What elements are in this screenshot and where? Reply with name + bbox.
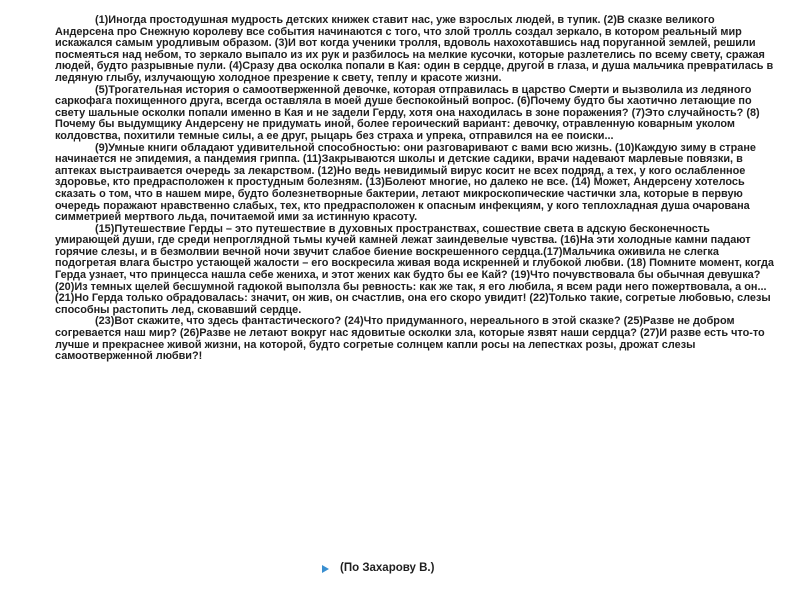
paragraph-2: (5)Трогательная история о самоотверженной девочке, которая отправилась в царство Смерти и вызволила из ледяного саркофага похищенного друга, всегда оставляла в моей душе беспокойный вопрос. (6)Почему будто бы хаотично летающие по свету шальные осколки попали именно в Кая и не задели Герду, хотя она находилась в зоне поражения? (7)Это случайность? (8) Почему бы выдумщику Андерсену не придумать иной, более героический вариант: девочку, отравленную коварным уколом колдовства, похитили темные силы, а ее друг, рыцарь без страха и упрека, отправился на ее поиски...	[55, 83, 760, 142]
arrow-bullet-icon	[322, 565, 329, 573]
source-attribution: (По Захарову В.)	[340, 562, 435, 574]
paragraph-5: (23)Вот скажите, что здесь фантастического? (24)Что придуманного, нереального в этой сказке? (25)Разве не добром согревается наш мир? (26)Разве не летают вокруг нас ядовитые осколки зла, которые язвят наши сердца? (27)И разве есть что-то лучше и прекраснее живой жизни, на которой, будто согретые солнцем капли росы на лепестках розы, дрожат слезы самоотверженной любви?!	[55, 315, 765, 363]
paragraph-1: (1)Иногда простодушная мудрость детских книжек ставит нас, уже взрослых людей, в тупик. (2)В сказке великого Андерсена про Снежную королеву все события начинаются с того, что злой тролль создал зеркало, в котором реальный мир искажался самым уродливым образом. (3)И вот когда ученики тролля, вдоволь нахохотавшись над поруганной землей, решили посмеяться над небом, то зеркало выпало из их рук и разбилось на мелкие кусочки, которые разлетелись по всему свету, сражая людей, будто разрывные пули. (4)Сразу два осколка попали в Кая: один в сердце, другой в глаза, и душа мальчика превратилась в ледяную глыбу, излучающую холодное презрение к свету, теплу и красоте жизни.	[55, 14, 774, 84]
paragraph-3: (9)Умные книги обладают удивительной способностью: они разговаривают с вами всю жизнь. (10)Каждую зиму в стране начинается не эпидемия, а пандемия гриппа. (11)Закрываются школы и детские садики, врачи надевают марлевые повязки, в аптеках выстраивается очередь за лекарством. (12)Но ведь невидимый вирус косит не всех подряд, а тех, у кого ослабленное здоровье, кто предрасположен к простудным болезням. (13)Болеют многие, но далеко не все. (14) Может, Андерсену хотелось сказать о том, что в нашем мире, будто болезнетворные бактерии, летают микроскопические частички зла, которые в первую очередь поражают нравственно слабых, тех, кто предрасположен к опасным инфекциям, у кого теплохладная душа очарована симметрией мертвого льда, почитаемой ими за истинную красоту.	[55, 141, 756, 224]
paragraph-4: (15)Путешествие Герды – это путешествие в духовных пространствах, сошествие света в адскую бесконечность умирающей души, где среди непроглядной тьмы кучей камней лежат заиндевелые чувства. (16)На эти холодные камни падают горячие слезы, и в безмолвии вечной ночи звучит слабое биение воскрешенного сердца.(17)Мальчика оживила не слегка подогретая влага быстро устающей жалости – его воскресила живая вода искренней и глубокой любви. (18) Помните момент, когда Герда узнает, что принцесса нашла себе жениха, и этот жених как будто бы ее Кай? (19)Что почувствовала бы обычная девушка? (20)Из темных щелей бесшумной гадюкой выползла бы ревность: как же так, я его любила, я всем ради него пожертвовала, а он...(21)Но Герда только обрадовалась: значит, он жив, он счастлив, она его скоро увидит! (22)Только такие, согретые любовью, слезы способны растопить лед, сковавший сердце.	[55, 222, 774, 316]
essay-text	[55, 15, 775, 363]
